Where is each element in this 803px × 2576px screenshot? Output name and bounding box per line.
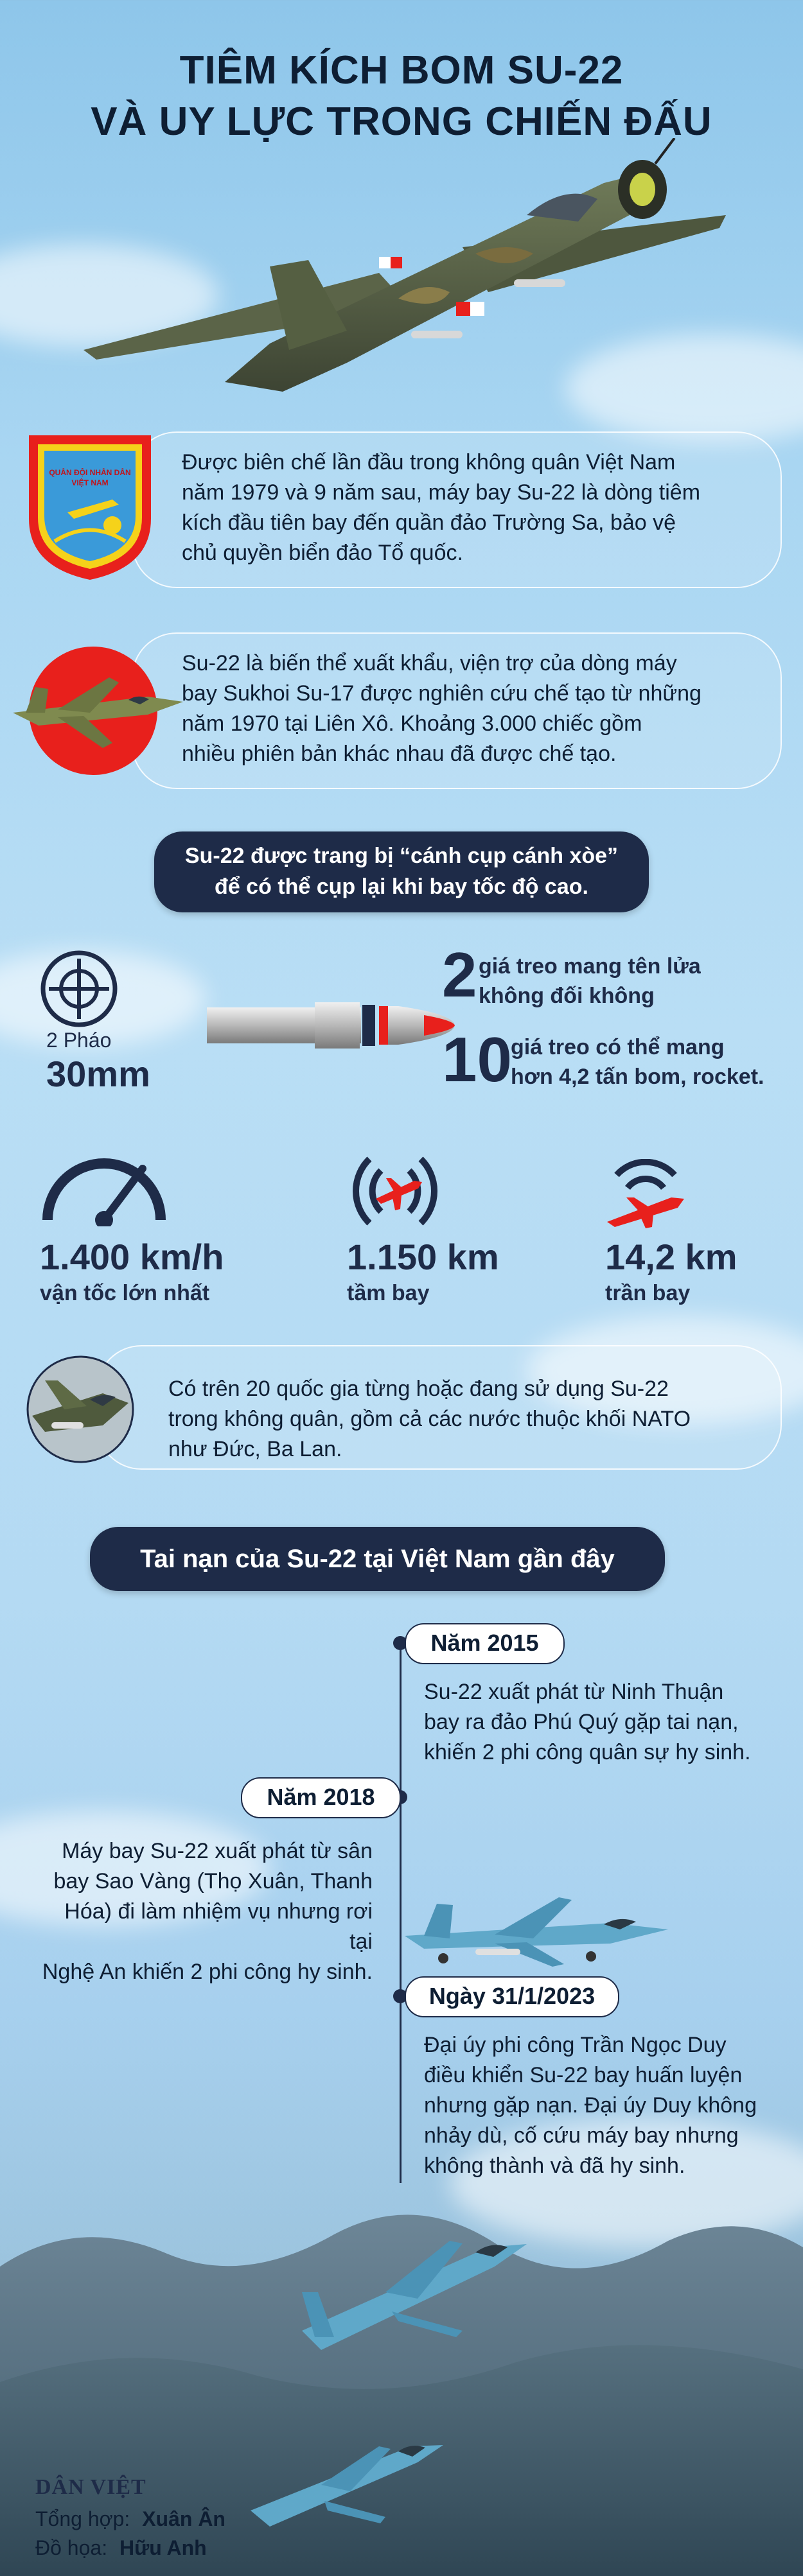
text-line: năm 1970 tại Liên Xô. Khoảng 3.000 chiếc gồm	[182, 711, 642, 736]
text-line: giá treo có thể mang	[511, 1035, 725, 1059]
text-line: Hóa) đi làm nhiệm vụ nhưng rơi tại	[64, 1899, 373, 1954]
red-sun-jet-icon	[0, 632, 193, 793]
text-line: năm 1979 và 9 năm sau, máy bay Su-22 là dòng tiêm	[182, 480, 701, 505]
title-line-2: VÀ UY LỰC TRONG CHIẾN ĐẤU	[91, 100, 712, 144]
timeline-year-2018: Năm 2018	[241, 1777, 401, 1818]
su22-hero-jet-image	[77, 138, 739, 408]
su22-blue-jet-image	[398, 1884, 675, 1974]
credit-compiled-name: Xuân Ân	[142, 2507, 225, 2530]
text-line: như Đức, Ba Lan.	[168, 1437, 342, 1461]
badge-line-2: VIỆT NAM	[71, 478, 109, 487]
timeline-year-2015: Năm 2015	[405, 1623, 565, 1664]
text-line: bay Sukhoi Su-17 được nghiên cứu chế tạo từ những	[182, 681, 702, 706]
stat-speed-label: vận tốc lớn nhất	[40, 1281, 210, 1305]
vietnam-air-force-badge-icon	[22, 429, 157, 583]
credit-graphics-name: Hữu Anh	[119, 2536, 207, 2559]
cannon-label: 2 Pháo	[46, 1029, 112, 1052]
speedometer-icon	[40, 1149, 168, 1226]
su22-photo-thumbnail	[26, 1355, 135, 1464]
wing-feature-pill	[154, 831, 649, 912]
text-line: nhưng gặp nạn. Đại úy Duy không	[424, 2093, 757, 2118]
credit-graphics-label: Đồ họa:	[35, 2536, 108, 2559]
plane-signal-icon	[601, 1159, 691, 1230]
pylon2-text	[511, 1032, 764, 1092]
text-line: nhiều phiên bản khác nhau đã được chế tạo.	[182, 742, 617, 766]
credit-compiled-label: Tổng hợp:	[35, 2507, 130, 2530]
stat-speed-value: 1.400 km/h	[40, 1237, 224, 1277]
text-line: hơn 4,2 tấn bom, rocket.	[511, 1065, 764, 1089]
text-line: điều khiển Su-22 bay huấn luyện	[424, 2063, 743, 2087]
timeline-text-2015	[424, 1677, 751, 1768]
countries-text	[168, 1374, 691, 1465]
timeline-text-2023	[424, 2030, 757, 2181]
plane-radio-icon	[344, 1153, 446, 1230]
stat-range-value: 1.150 km	[347, 1237, 499, 1277]
stat-ceiling-label: trần bay	[605, 1281, 691, 1305]
crosshair-icon	[37, 947, 121, 1031]
text-line: không thành và đã hy sinh.	[424, 2154, 685, 2178]
text-line: nhảy dù, cố cứu máy bay nhưng	[424, 2123, 739, 2148]
text-line: trong không quân, gồm cả các nước thuộc khối NATO	[168, 1407, 691, 1431]
text-line: giá treo mang tên lửa	[479, 954, 701, 979]
badge-line-1: QUÂN ĐỘI NHÂN DÂN	[49, 468, 131, 477]
stat-ceiling-value: 14,2 km	[605, 1237, 737, 1277]
text-line: Có trên 20 quốc gia từng hoặc đang sử dụng Su-22	[168, 1377, 669, 1401]
text-line: Nghệ An khiến 2 phi công hy sinh.	[42, 1960, 373, 1984]
badge-text	[42, 467, 138, 488]
text-line: Máy bay Su-22 xuất phát từ sân	[62, 1839, 373, 1863]
text-line: Su-22 xuất phát từ Ninh Thuận	[424, 1680, 724, 1704]
pylon1-number: 2	[442, 939, 477, 1010]
timeline-text-2018	[39, 1836, 373, 1987]
credit-compiled	[35, 2507, 225, 2531]
pylon1-text	[479, 952, 701, 1011]
stat-range-label: tầm bay	[347, 1281, 430, 1305]
text-line: khiến 2 phi công quân sự hy sinh.	[424, 1740, 751, 1764]
text-line: bay ra đảo Phú Quý gặp tai nạn,	[424, 1710, 739, 1734]
timeline-year-2023: Ngày 31/1/2023	[405, 1976, 619, 2017]
intro-text-2	[182, 648, 702, 769]
text-line: Đại úy phi công Trần Ngọc Duy	[424, 2033, 727, 2057]
missile-icon	[206, 998, 456, 1052]
text-line: Được biên chế lần đầu trong không quân Việt Nam	[182, 450, 676, 474]
intro-text-1	[182, 448, 700, 568]
accidents-pill: Tai nạn của Su-22 tại Việt Nam gần đây	[90, 1527, 665, 1591]
credit-graphics	[35, 2536, 207, 2560]
page-title	[0, 45, 803, 148]
pill-line-2: để có thể cụp lại khi bay tốc độ cao.	[215, 875, 588, 899]
text-line: Su-22 là biến thể xuất khẩu, viện trợ của dòng máy	[182, 651, 677, 675]
text-line: bay Sao Vàng (Thọ Xuân, Thanh	[53, 1869, 373, 1893]
cannon-value: 30mm	[46, 1054, 150, 1094]
text-line: không đối không	[479, 984, 655, 1008]
dan-viet-logo: DÂN VIỆT	[35, 2475, 146, 2499]
pill-line-1: Su-22 được trang bị “cánh cụp cánh xòe”	[184, 844, 619, 868]
title-line-1: TIÊM KÍCH BOM SU-22	[179, 48, 624, 92]
text-line: chủ quyền biển đảo Tổ quốc.	[182, 541, 463, 565]
text-line: kích đầu tiên bay đến quần đảo Trường Sa, bảo vệ	[182, 510, 676, 535]
pylon2-number: 10	[442, 1024, 513, 1095]
